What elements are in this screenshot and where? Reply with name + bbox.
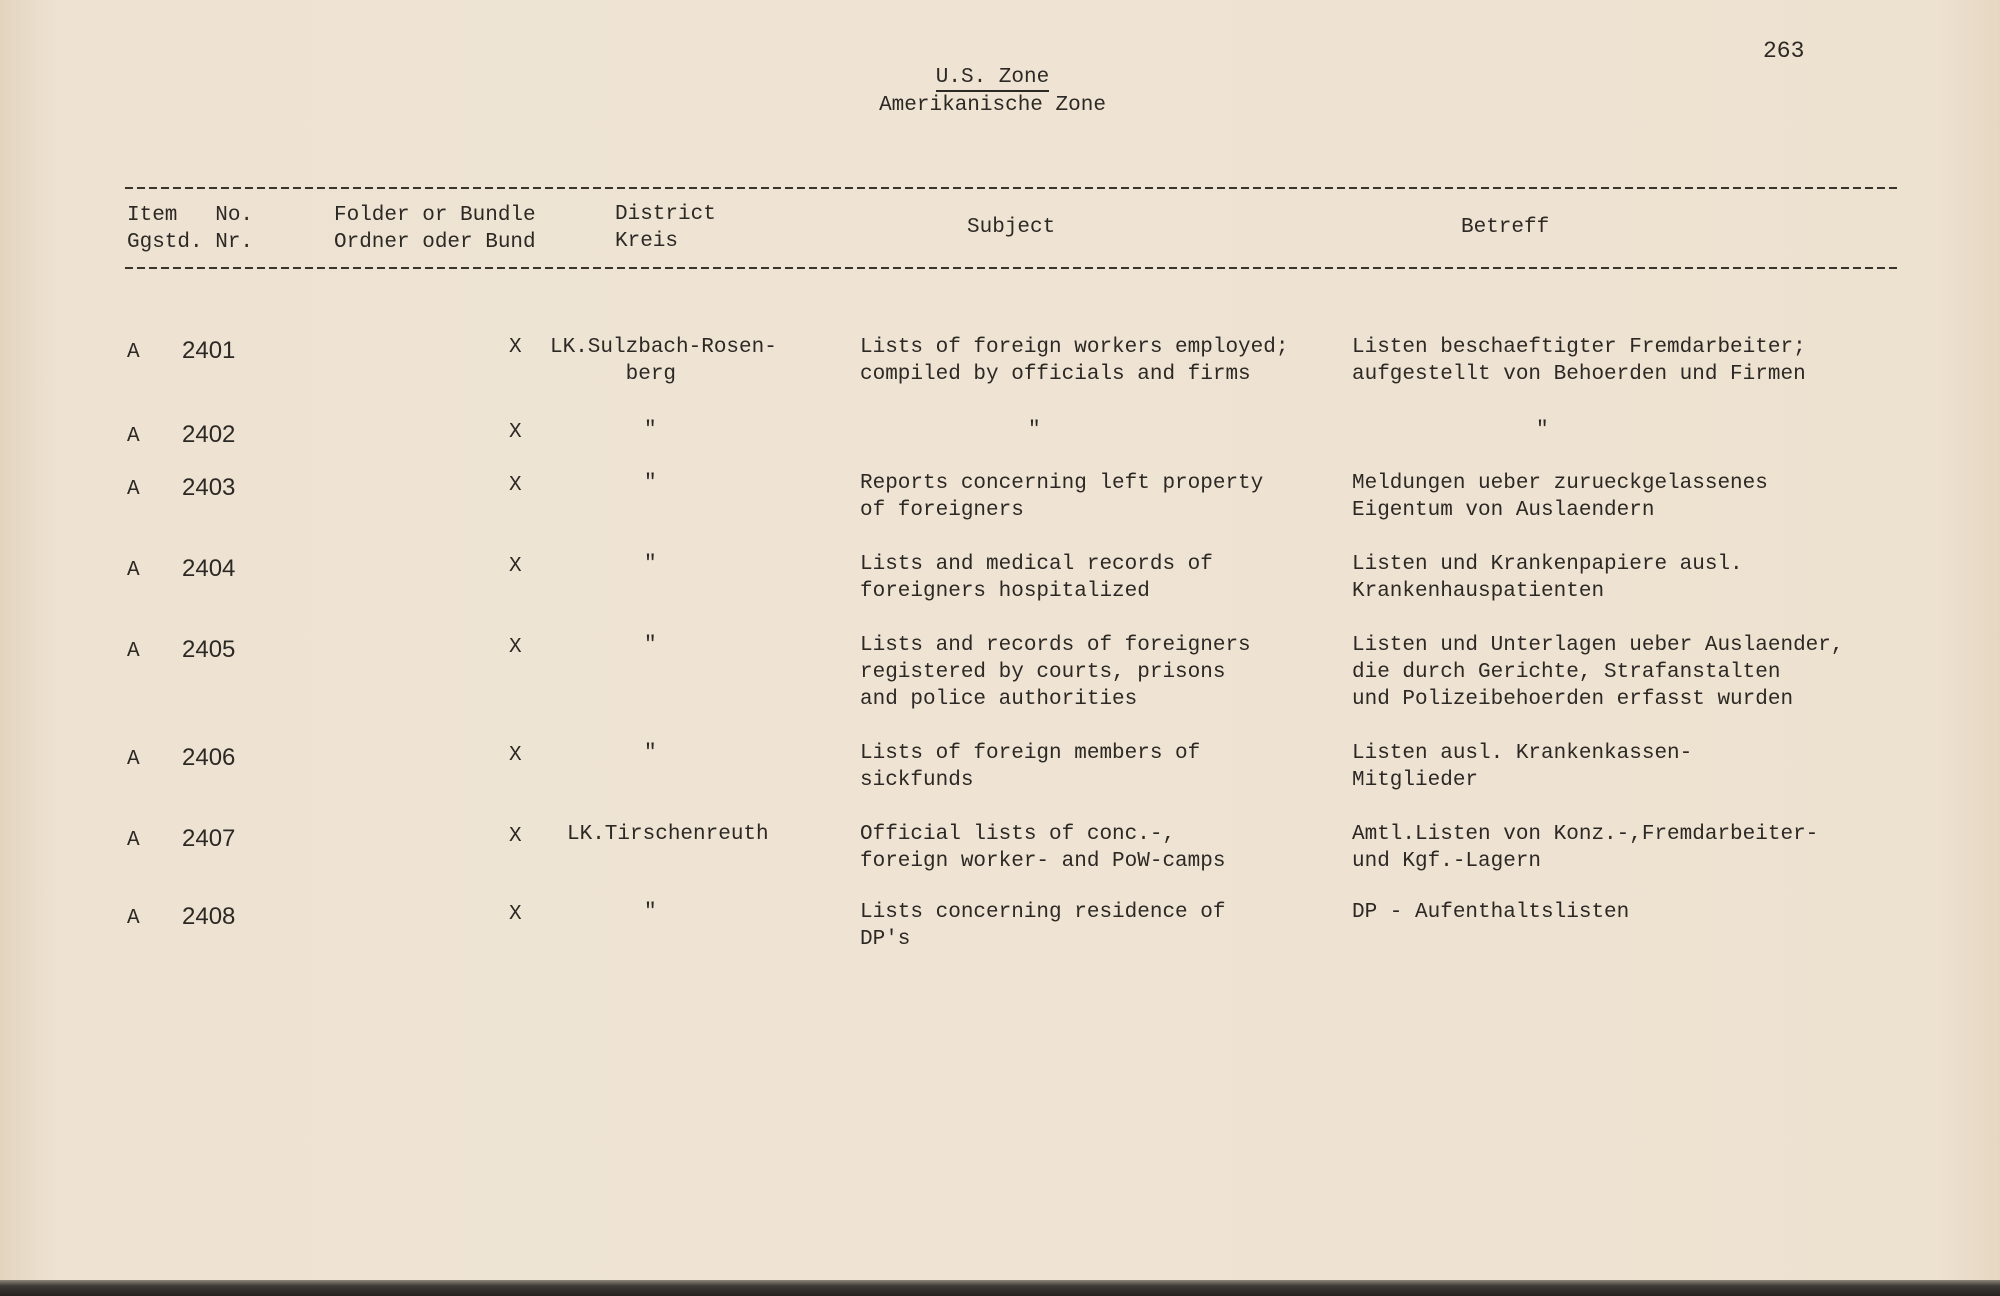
subject-cell: Lists concerning residence of DP's [860,901,1226,951]
folder-cell: X [509,903,522,926]
header-betreff: Betreff [1461,216,1550,239]
betreff-cell: Listen ausl. Krankenkassen- Mitglieder [1352,742,1693,792]
number-cell: 2403 [182,474,236,501]
item-cell: A [127,478,140,501]
folder-cell: X [509,555,522,578]
subject-cell: Lists of foreign members of sickfunds [860,742,1201,792]
page-number: 263 [1763,38,1805,64]
district-cell: LK.Sulzbach-Rosen- berg [550,336,777,386]
district-cell: " [644,472,657,495]
header-bottom-rule [125,267,1900,269]
subject-cell: Lists of foreign workers employed; compiled by officials and firms [860,336,1289,386]
folder-cell: X [509,336,522,359]
district-cell: " [644,419,657,442]
folder-cell: X [509,474,522,497]
number-cell: 2404 [182,555,236,582]
betreff-cell: Listen und Unterlagen ueber Auslaender, die durch Gerichte, Strafanstalten und Polizeibehoerden erfasst wurden [1352,634,1844,711]
header-subject: Subject [967,216,1056,239]
betreff-cell: DP - Aufenthaltslisten [1352,901,1630,924]
header-top-rule [125,187,1900,189]
subject-cell: Lists and medical records of foreigners hospitalized [860,553,1213,603]
subject-cell: Lists and records of foreigners registered by courts, prisons and police authorities [860,634,1251,711]
item-cell: A [127,748,140,771]
item-cell: A [127,341,140,364]
subject-cell: " [1028,419,1041,442]
item-cell: A [127,425,140,448]
header-folder-en: Folder or Bundle [334,204,536,227]
page-title [800,64,1185,119]
number-cell: 2407 [182,825,236,852]
number-cell: 2408 [182,903,236,930]
header-district-de: Kreis [615,230,679,253]
title-german: Amerikanische Zone [879,94,1106,117]
header-item-no-en: Item No. [127,204,254,227]
betreff-cell: Amtl.Listen von Konz.-,Fremdarbeiter- und Kgf.-Lagern [1352,823,1819,873]
item-cell: A [127,829,140,852]
number-cell: 2401 [182,337,236,364]
district-cell: " [644,634,657,657]
betreff-cell: Listen und Krankenpapiere ausl. Krankenhauspatienten [1352,553,1743,603]
header-district-en: District [615,203,716,226]
folder-cell: X [509,825,522,848]
betreff-cell: " [1536,419,1549,442]
subject-cell: Reports concerning left property of foreigners [860,472,1264,522]
folder-cell: X [509,744,522,767]
betreff-cell: Listen beschaeftigter Fremdarbeiter; aufgestellt von Behoerden und Firmen [1352,336,1806,386]
number-cell: 2402 [182,421,236,448]
district-cell: " [644,553,657,576]
district-cell: " [644,742,657,765]
folder-cell: X [509,421,522,444]
header-item-no-de: Ggstd. Nr. [127,231,254,254]
number-cell: 2405 [182,636,236,663]
item-cell: A [127,640,140,663]
header-folder-de: Ordner oder Bund [334,231,536,254]
number-cell: 2406 [182,744,236,771]
item-cell: A [127,907,140,930]
title-english: U.S. Zone [936,66,1049,92]
folder-cell: X [509,636,522,659]
district-cell: LK.Tirschenreuth [567,823,769,846]
page-bottom-edge [0,1280,2000,1296]
betreff-cell: Meldungen ueber zurueckgelassenes Eigentum von Auslaendern [1352,472,1768,522]
subject-cell: Official lists of conc.-, foreign worker- and PoW-camps [860,823,1226,873]
item-cell: A [127,559,140,582]
district-cell: " [644,901,657,924]
